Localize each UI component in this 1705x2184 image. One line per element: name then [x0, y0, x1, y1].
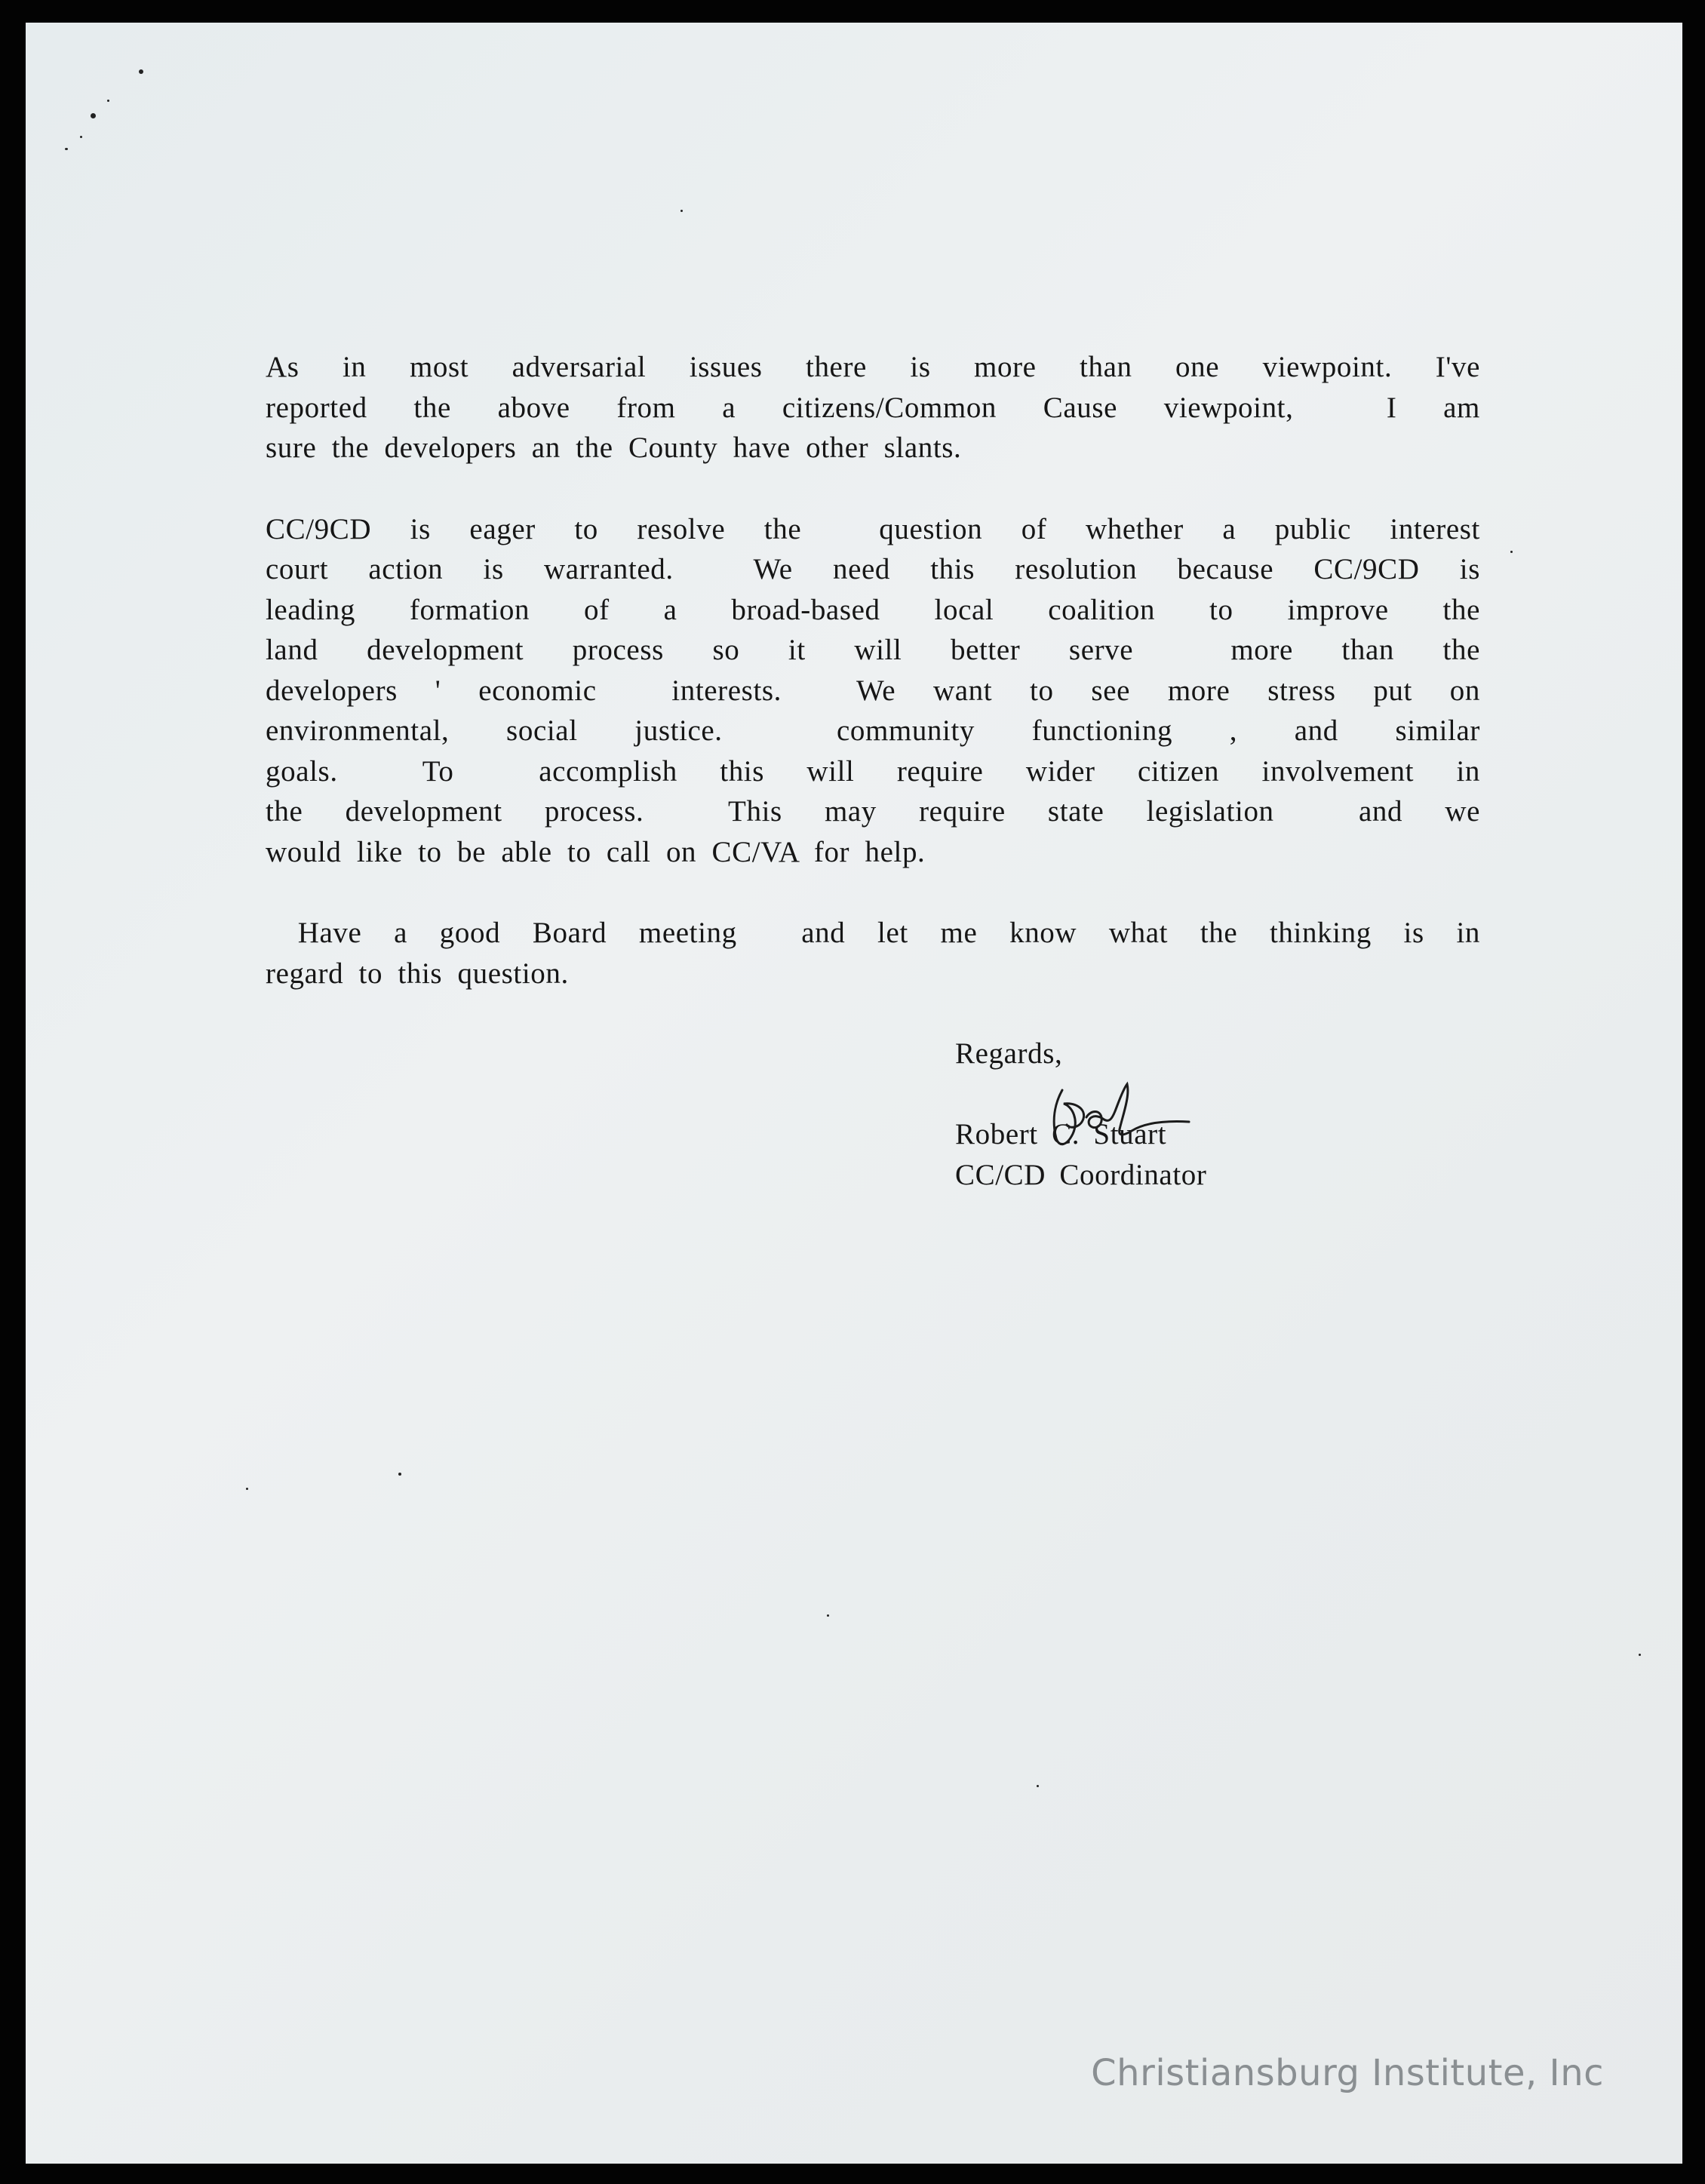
- text-line: developers ' economic interests. We want to see more stress put on: [266, 674, 1480, 707]
- text-line: regard to this question.: [266, 957, 569, 990]
- paragraph: [266, 347, 1480, 468]
- text-line: As in most adversarial issues there is more than one viewpoint. I've: [266, 351, 1480, 383]
- paragraph: [266, 913, 1480, 994]
- dust-speck: [398, 1473, 401, 1476]
- handwritten-signature: [1034, 1074, 1207, 1157]
- text-line: land development process so it will better serve more than the: [266, 634, 1480, 666]
- salutation: Regards,: [955, 1037, 1063, 1070]
- text-line: environmental, social justice. community functioning , and similar: [266, 714, 1480, 747]
- watermark: Christiansburg Institute, Inc: [1091, 2052, 1604, 2094]
- dust-speck: [91, 113, 96, 118]
- text-line: Have a good Board meeting and let me know what the thinking is in: [266, 917, 1480, 949]
- author-name: Robert C. Stuart: [955, 1118, 1167, 1150]
- text-line: court action is warranted. We need this resolution because CC/9CD is: [266, 553, 1480, 585]
- text-line: leading formation of a broad-based local coalition to improve the: [266, 593, 1480, 626]
- dust-speck: [1037, 1785, 1039, 1787]
- dust-speck: [65, 148, 68, 150]
- author-title: CC/CD Coordinator: [955, 1158, 1207, 1191]
- letter-body: [266, 347, 1480, 1034]
- text-line: goals. To accomplish this will require wider citizen involvement in: [266, 754, 1480, 788]
- text-line: would like to be able to call on CC/VA for help.: [266, 835, 926, 868]
- dust-speck: [680, 210, 683, 212]
- paper-page: [26, 23, 1682, 2164]
- dust-speck: [246, 1488, 248, 1490]
- dust-speck: [1639, 1654, 1641, 1656]
- text-line: reported the above from a citizens/Common Cause viewpoint, I am: [266, 391, 1480, 424]
- dust-speck: [80, 136, 82, 138]
- paragraph: [266, 509, 1480, 873]
- text-line: sure the developers an the County have other slants.: [266, 432, 962, 464]
- dust-speck: [107, 100, 109, 102]
- text-line: the development process. This may require state legislation and we: [266, 795, 1480, 828]
- dust-speck: [1510, 551, 1513, 553]
- dust-speck: [139, 69, 143, 74]
- dust-speck: [827, 1614, 829, 1617]
- text-line: CC/9CD is eager to resolve the question of whether a public interest: [266, 512, 1480, 545]
